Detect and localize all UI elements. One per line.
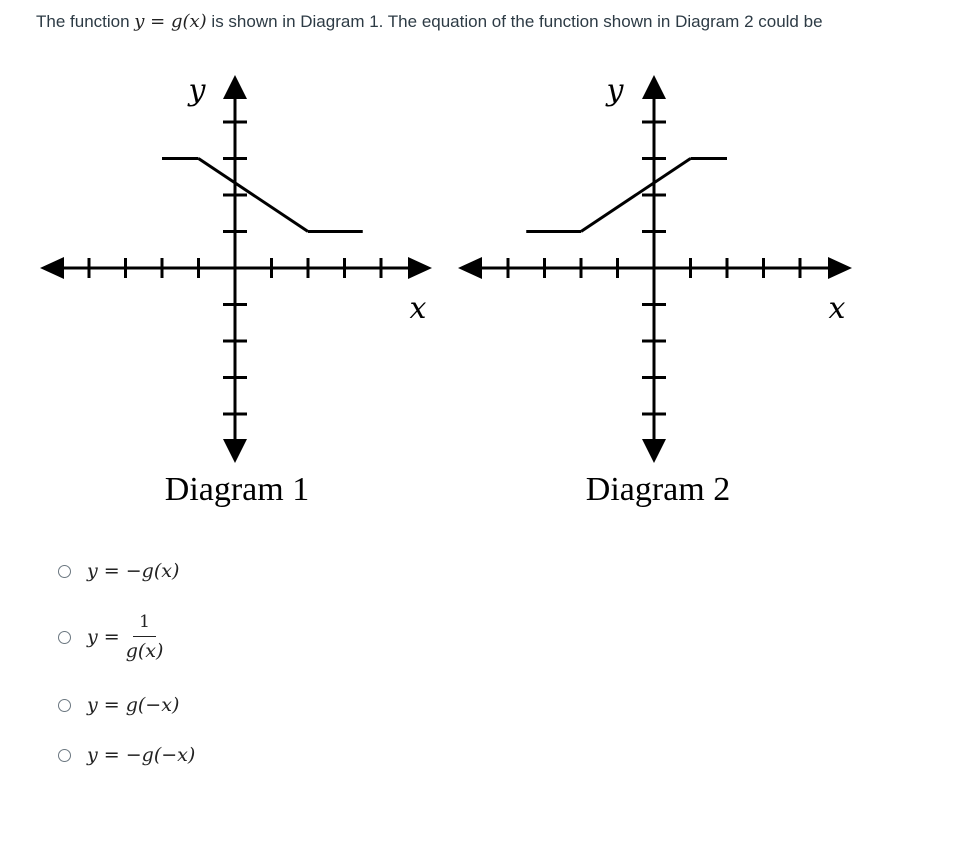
graph-segment: [199, 159, 309, 232]
radio-button[interactable]: [58, 699, 71, 712]
y-axis-arrow-up: [642, 75, 666, 99]
y-axis-arrow-down: [642, 439, 666, 463]
radio-button[interactable]: [58, 749, 71, 762]
x-axis-arrow-right: [408, 257, 432, 279]
question-math: y = g(x): [134, 11, 207, 32]
x-axis-arrow-left: [40, 257, 64, 279]
answer-option-4[interactable]: [58, 744, 195, 766]
radio-button[interactable]: [58, 631, 71, 644]
diagram-caption: Diagram 2: [585, 471, 731, 508]
x-axis-arrow-right: [828, 257, 852, 279]
diagrams-figure: [0, 60, 954, 520]
x-axis-label: x: [828, 291, 846, 326]
y-axis-arrow-down: [223, 439, 247, 463]
diagram-1: [40, 73, 432, 508]
y-axis-arrow-up: [223, 75, 247, 99]
graph-segment: [581, 159, 691, 232]
answer-option-1[interactable]: [58, 560, 179, 582]
answer-option-3[interactable]: [58, 694, 179, 716]
answer-text: y = −g(x): [87, 560, 180, 582]
radio-button[interactable]: [58, 565, 71, 578]
x-axis-arrow-left: [458, 257, 482, 279]
answer-text: y = −g(−x): [87, 744, 196, 766]
fraction-denominator: g(x): [125, 640, 164, 662]
answer-text: y = g(−x): [87, 694, 180, 716]
fraction-numerator: 1: [133, 612, 156, 637]
answer-option-2[interactable]: [58, 612, 163, 662]
answer-fraction: [87, 612, 163, 662]
x-axis-label: x: [409, 291, 427, 326]
question-prefix: The function: [36, 12, 135, 31]
diagram-2: [458, 73, 852, 508]
question-text: [36, 10, 936, 34]
y-axis-label: y: [606, 73, 624, 108]
diagram-caption: Diagram 1: [164, 471, 310, 508]
answer-lhs: y =: [87, 626, 120, 648]
question-suffix: is shown in Diagram 1. The equation of the function shown in Diagram 2 could be: [206, 12, 823, 31]
fraction: [126, 612, 164, 662]
y-axis-label: y: [188, 73, 206, 108]
